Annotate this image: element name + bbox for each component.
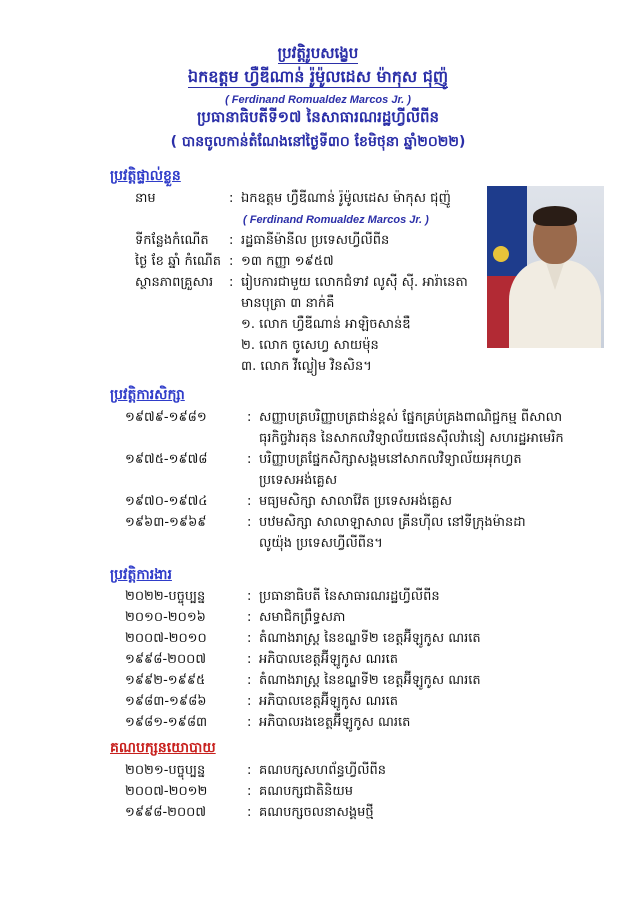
career-years: ១៩៩៨-២០០៧ — [125, 652, 207, 667]
party-years: ២០០៧-២០១២ — [125, 784, 208, 799]
portrait-photo — [487, 186, 604, 348]
education-years: ១៩៧៩-១៩៨១ — [125, 410, 207, 425]
subject-position: ប្រធានាធិបតីទី១៧ នៃសាធារណរដ្ឋហ្វីលីពីន — [196, 108, 440, 126]
personal-value: ឯកឧត្តម ហ្វឺឌីណាន់ រ៉ូម៉ូលដេស ម៉ាកុស ជុញ៉ូ — [241, 191, 451, 206]
education-years: ១៩៧០-១៩៧៤ — [125, 494, 208, 509]
career-years: ១៩៩២-១៩៩៥ — [125, 673, 206, 688]
subject-name-latin: ( Ferdinand Romualdez Marcos Jr. ) — [225, 94, 411, 106]
inauguration-date: ( បានចូលកាន់តំណែងនៅថ្ងៃទី៣០ ខែមិថុនា ឆ្នាំ២០២២) — [170, 134, 466, 150]
education-line: សញ្ញាបត្របរិញ្ញាបត្រជាន់ខ្ពស់ ផ្នែកគ្រប់គ្រងពាណិជ្ជកម្ម ពីសាលា — [259, 410, 563, 425]
personal-value: មានបុត្រា ៣ នាក់គឺ — [241, 296, 335, 311]
child-name: ១. លោក ហ្វឺឌីណាន់ អាឡិចសាន់ឌឺ — [241, 317, 411, 332]
personal-value: រដ្ឋធានីម៉ានីល ប្រទេសហ្វីលីពីន — [241, 233, 390, 248]
career-position: សមាជិកព្រឹទ្ធសភា — [259, 610, 346, 625]
education-line: លូយ៉ុង ប្រទេសហ្វីលីពីន។ — [259, 536, 383, 551]
personal-label: ទីកន្លែងកំណើត — [135, 233, 209, 248]
education-heading: ប្រវត្តិការសិក្សា — [110, 387, 185, 403]
career-years: ២០១០-២០១៦ — [125, 610, 206, 625]
personal-value: រៀបការជាមួយ លោកជំទាវ លូស៊ី ស៊ី. អារ៉ានេតា — [241, 275, 468, 290]
career-position: អភិបាលខេត្តអ៊ីឡូកូស ណរតេ — [259, 652, 399, 667]
education-line: បឋមសិក្សា សាលាឡាសាល គ្រីនហ៊ីល នៅទីក្រុងម៉ានដា — [259, 515, 526, 530]
document-title: ប្រវត្តិរូបសង្ខេប — [277, 44, 359, 62]
career-position: តំណាងរាស្ត្រ នៃខណ្ឌទី២ ខេត្តអ៊ីឡូកូស ណរតេ — [259, 631, 481, 646]
education-years: ១៩៦៣-១៩៦៩ — [125, 515, 207, 530]
career-years: ២០២២-បច្ចុប្បន្ន — [125, 589, 206, 604]
personal-value: ១៣ កញ្ញា ១៩៥៧ — [241, 254, 334, 269]
personal-label: ថ្ងៃ ខែ ឆ្នាំ កំណើត — [135, 254, 222, 269]
personal-heading: ប្រវត្តិផ្ទាល់ខ្លួន — [110, 168, 181, 184]
career-heading: ប្រវត្តិការងារ — [110, 567, 172, 583]
career-position: អភិបាលរងខេត្តអ៊ីឡូកូស ណរតេ — [259, 715, 411, 730]
career-position: អភិបាលខេត្តអ៊ីឡូកូស ណរតេ — [259, 694, 399, 709]
career-years: ២០០៧-២០១០ — [125, 631, 207, 646]
party-years: ២០២១-បច្ចុប្បន្ន — [125, 763, 206, 778]
party-name: គណបក្សចលនាសង្គមថ្មី — [259, 805, 374, 820]
personal-label: ស្ថានភាពគ្រួសារ — [135, 275, 214, 290]
career-position: ប្រធានាធិបតី នៃសាធារណរដ្ឋហ្វីលីពីន — [259, 589, 440, 604]
personal-value: ( Ferdinand Romualdez Marcos Jr. ) — [243, 214, 429, 226]
education-years: ១៩៧៥-១៩៧៨ — [125, 452, 208, 467]
party-name: គណបក្សជាតិនិយម — [259, 784, 354, 799]
education-line: ប្រទេសអង់គ្លេស — [259, 473, 338, 488]
biography-page: ប្រវត្តិរូបសង្ខេប ឯកឧត្តម ហ្វឺឌីណាន់ រ៉ូម៉ូលដេស ម៉ាកុស ជុញ៉ូ ( Ferdinand Romualdez Marcos Jr. ) ប្រធានាធិបតីទី១៧ នៃសាធារណរដ្ឋហ្វីលីពីន ( បានចូលកាន់តំណែងនៅថ្ងៃទី៣០ ខែមិថុនា ឆ្នាំ២០២២) ប្រវត្តិផ្ទាល់ខ្លួន នាម : ឯកឧត្តម ហ្វឺឌីណាន់ រ៉ូម៉ូលដេស ម៉ាកុស ជុញ៉ូ ( Ferdinand Romualdez Marcos Jr. ) ទីកន្លែងកំណើត : រដ្ឋធានីម៉ានីល ប្រទេសហ្វីលីពីន ថ្ងៃ ខែ ឆ្នាំ កំណើត : ១៣ កញ្ញា ១៩៥៧ ស្ថានភាពគ្រួសារ : រៀបការជាមួយ លោកជំទាវ លូស៊ី ស៊ី. អារ៉ានេតា មានបុត្រា ៣ នាក់គឺ ១. លោក ហ្វឺឌីណាន់ អាឡិចសាន់ឌឺ ២. លោក ចូសេហ្វ សាយម៉ុន ៣. លោក វីល្លៀម វិនសិន។ ប្រវត្តិការសិក្សា ១៩៧៩-១៩៨១ : សញ្ញាបត្របរិញ្ញាបត្រជាន់ខ្ពស់ ផ្នែកគ្រប់គ្រងពាណិជ្ជកម្ម ពីសាលា ធុរកិច្ចវ៉ារតុន នៃសាកលវិទ្យាល័យផេនស៊ីលវ៉ានៀ សហរដ្ឋអាមេរិក ១៩៧៥-១៩៧៨ : បរិញ្ញាបត្រផ្នែកសិក្សាសង្គមនៅសាកលវិទ្យាល័យអុកហ្វត ប្រទេសអង់គ្លេស ១៩៧០-១៩៧៤ : មធ្យមសិក្សា សាលាវ៉ែត ប្រទេសអង់គ្លេស ១៩៦៣-១៩៦៩ : បឋមសិក្សា សាលាឡាសាល គ្រីនហ៊ីល នៅទីក្រុងម៉ានដា លូយ៉ុង ប្រទេសហ្វីលីពីន។ ប្រវត្តិការងារ ២០២២-បច្ចុប្បន្ន : ប្រធានាធិបតី នៃសាធារណរដ្ឋហ្វីលីពីន ២០១០-២០១៦ : សមាជិកព្រឹទ្ធសភា ២០០៧-២០១០ : តំណាងរាស្ត្រ នៃខណ្ឌទី២ ខេត្តអ៊ីឡូកូស ណរតេ ១៩៩៨-២០០៧ : អភិបាលខេត្តអ៊ីឡូកូស ណរតេ ១៩៩២-១៩៩៥ : តំណាងរាស្ត្រ នៃខណ្ឌទី២ ខេត្តអ៊ីឡូកូស ណរតេ ១៩៨៣-១៩៨៦ : អភិបាលខេត្តអ៊ីឡូកូស ណរតេ ១៩៨១-១៩៨៣ : អភិបាលរងខេត្តអ៊ីឡូកូស ណរតេ គណបក្សនយោបាយ ២០២១-បច្ចុប្បន្ន : គណបក្សសហព័ន្ធហ្វីលីពីន ២០០៧-២០១២ : គណបក្សជាតិនិយម ១៩៩៨-២០០៧ : គណបក្សចលនាសង្គមថ្មី — [0, 0, 636, 900]
education-line: បរិញ្ញាបត្រផ្នែកសិក្សាសង្គមនៅសាកលវិទ្យាល័យអុកហ្វត — [259, 452, 522, 467]
party-years: ១៩៩៨-២០០៧ — [125, 805, 207, 820]
party-name: គណបក្សសហព័ន្ធហ្វីលីពីន — [259, 763, 387, 778]
personal-label: នាម — [135, 191, 156, 206]
career-position: តំណាងរាស្ត្រ នៃខណ្ឌទី២ ខេត្តអ៊ីឡូកូស ណរតេ — [259, 673, 481, 688]
party-heading: គណបក្សនយោបាយ — [110, 740, 216, 756]
subject-name-khmer: ឯកឧត្តម ហ្វឺឌីណាន់ រ៉ូម៉ូលដេស ម៉ាកុស ជុញ៉ូ — [187, 67, 449, 86]
child-name: ៣. លោក វីល្លៀម វិនសិន។ — [241, 359, 372, 374]
child-name: ២. លោក ចូសេហ្វ សាយម៉ុន — [241, 338, 379, 353]
career-years: ១៩៨៣-១៩៨៦ — [125, 694, 207, 709]
education-line: មធ្យមសិក្សា សាលាវ៉ែត ប្រទេសអង់គ្លេស — [259, 494, 452, 509]
career-years: ១៩៨១-១៩៨៣ — [125, 715, 208, 730]
education-line: ធុរកិច្ចវ៉ារតុន នៃសាកលវិទ្យាល័យផេនស៊ីលវ៉ានៀ សហរដ្ឋអាមេរិក — [259, 431, 564, 446]
